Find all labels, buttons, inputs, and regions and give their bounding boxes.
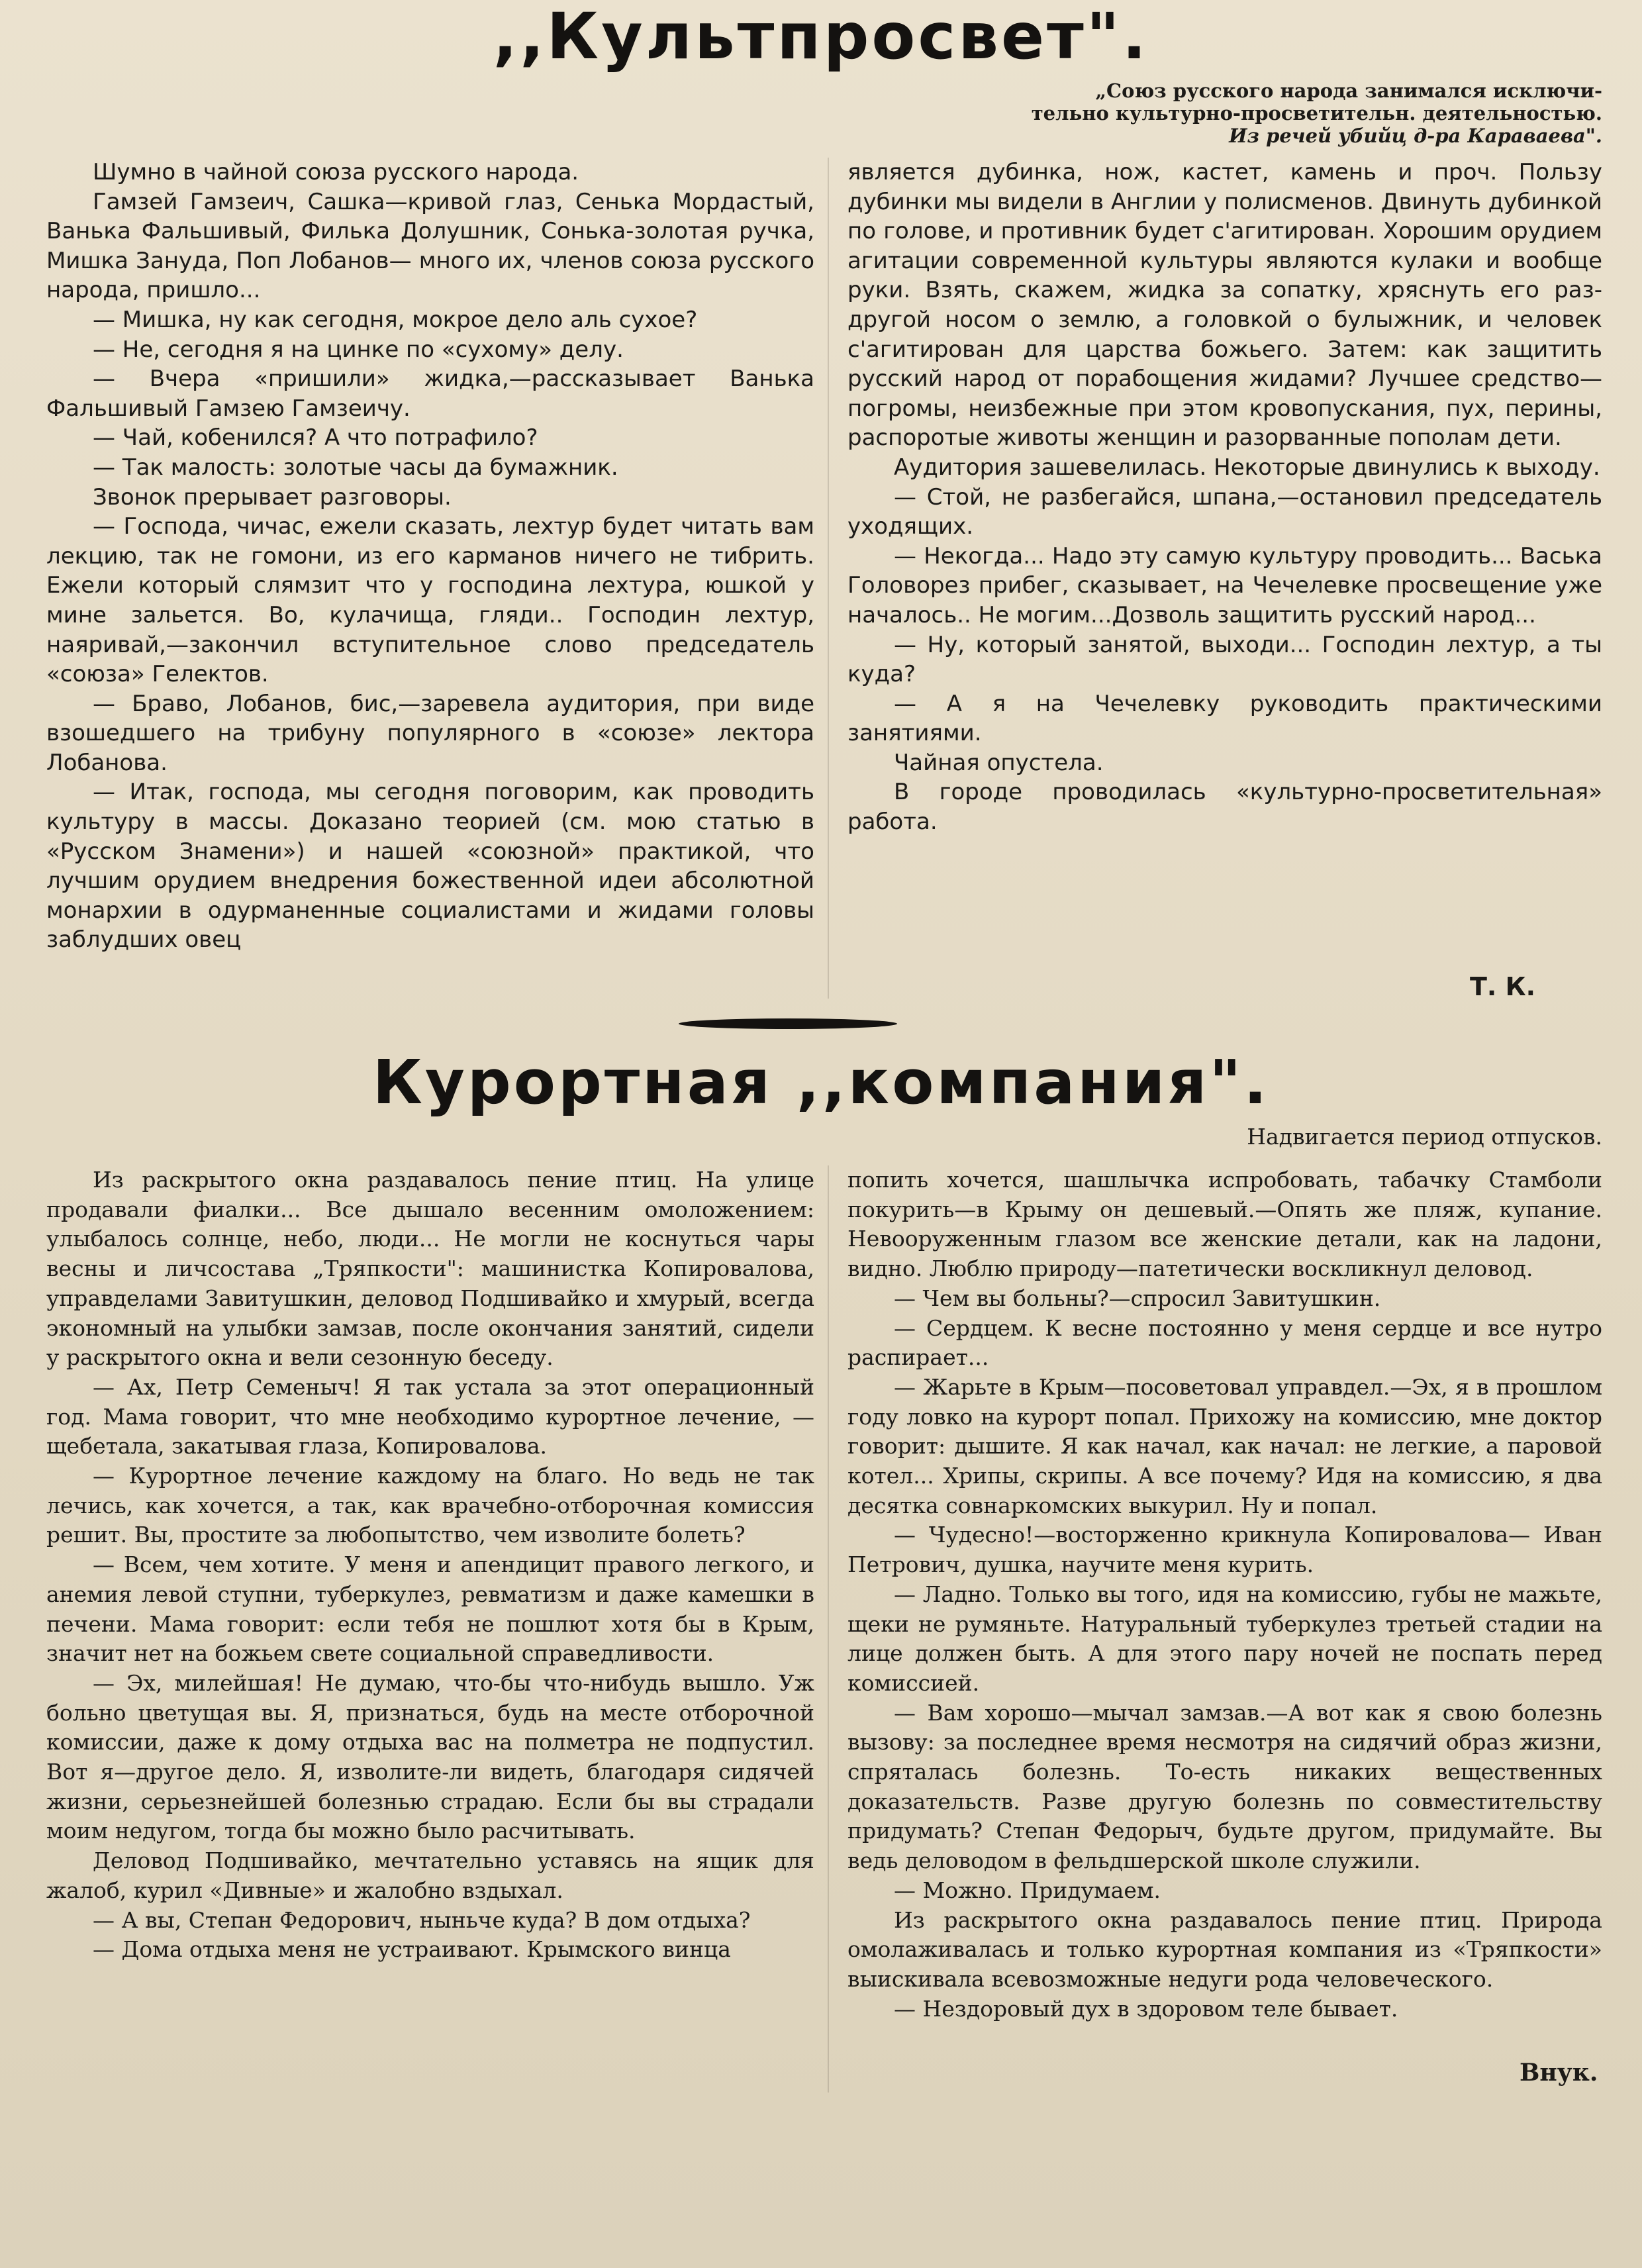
article-title-kurortnaya: Курортная ,,компания". [372, 1047, 1270, 1118]
paragraph: — Не, сегодня я на цинке по «сухому» делу. [93, 336, 624, 363]
paragraph: — Итак, господа, мы сегодня поговорим, как проводить культуру в массы. Доказано теорией (см. мою статью в «Русском Знамени») и нашей «союзной» практикой, что лучшим орудием внедрения божественной идеи абсолютной монархии в одурманенные социалистами и жидами головы заблудших овец [46, 779, 814, 954]
article-title-kultprosvet: ,,Культпросвет". [493, 0, 1149, 74]
epigraph-line: „Союз русского народа занимался исключи- [1095, 79, 1602, 102]
paragraph: — Ну, который занятой, выходи... Господин лехтур, а ты куда? [847, 631, 1602, 688]
section-divider-rule [679, 1018, 897, 1029]
paragraph: — Вам хорошо—мычал замзав.—А вот как я свою болезнь вызову: за последнее время несмотря на сидячий образ жизни, спряталась болезнь. То-есть никаких вещественных доказательств. Разве другую болезнь по совместительству придумать? Степан Федорыч, будьте другом, придумайте. Вы ведь деловодом в фельдшерской школе служили. [847, 1699, 1602, 1874]
epigraph-kurortnaya: Надвигается период отпусков. [1247, 1124, 1602, 1150]
paragraph: — Чем вы больны?—спросил Завитушкин. [894, 1285, 1381, 1311]
article1-right-column [847, 158, 1602, 837]
paragraph: Из раскрытого окна раздавалось пение птиц. На улице продавали фиалки... Все дышало весенним омоложением: улыбалось солнце, небо, люди... Не могли не коснуться чары весны и личсостава „Тряпкости": машинистка Копировалова, управделами Завитушкин, деловод Подшивайко и хмурый, всегда экономный на улыбки замзав, после окончания занятий, сидели у раскрытого окна и вели сезонную беседу. [46, 1167, 814, 1371]
paragraph: попить хочется, шашлычка испробовать, табачку Стамболи покурить—в Крыму он дешевый.—Опять же пляж, купание. Невооруженным глазом все женские детали, как на ладони, видно. Люблю природу—патетически воскликнул деловод. [847, 1167, 1602, 1282]
paragraph: — Всем, чем хотите. У меня и апендицит правого легкого, и анемия левой ступни, туберкулез, ревматизм и даже камешки в печени. Мама говорит: если тебя не пошлют хотя бы в Крым, значит нет на божьем свете социальной справедливости. [46, 1552, 814, 1667]
paragraph: Аудитория зашевелилась. Некоторые двинулись к выходу. [894, 454, 1600, 481]
epigraph-source: Из речей убийц д-ра Караваева". [1229, 124, 1602, 147]
paragraph: — Браво, Лобанов, бис,—заревела аудитория, при виде взошедшего на трибуну популярного в «союзе» лектора Лобанова. [46, 690, 814, 776]
paragraph: — Ах, Петр Семеныч! Я так устала за этот операционный год. Мама говорит, что мне необходимо курортное лечение, —щебетала, закатывая глаза, Копировалова. [46, 1373, 814, 1459]
paragraph: В городе проводилась «культурно-просветительная» работа. [847, 779, 1602, 836]
article2-left-column [46, 1165, 814, 1965]
paragraph: Гамзей Гамзеич, Сашка—кривой глаз, Сенька Мордастый, Ванька Фальшивый, Филька Долушник, Сонька-золотая ручка, Мишка Зануда, Поп Лобанов— много их, членов союза русского народа, пришло... [46, 188, 814, 304]
paragraph: — Стой, не разбегайся, шпана,—остановил председатель уходящих. [847, 483, 1602, 540]
paragraph: — Чай, кобенился? А что потрафило? [93, 424, 538, 452]
paragraph: Звонок прерывает разговоры. [93, 483, 452, 511]
paragraph: Деловод Подшивайко, мечтательно уставясь на ящик для жалоб, курил «Дивные» и жалобно вздыхал. [46, 1848, 814, 1903]
paragraph: — Чудесно!—восторженно крикнула Копировалова— Иван Петрович, душка, научите меня курить. [847, 1522, 1602, 1578]
paragraph: — Дома отдыха меня не устраивают. Крымского винца [93, 1936, 731, 1963]
paragraph: — Жарьте в Крым—посоветовал управдел.—Эх, я в прошлом году ловко на курорт попал. Прихожу на комиссию, мне доктор говорит: дышите. Я как начал, как начал: не легкие, а паровой котел... Хрипы, скрипы. А все почему? Идя на комиссию, я два десятка совнаркомских выкурил. Ну и попал. [847, 1373, 1602, 1518]
signature-vnuk: Внук. [1520, 2059, 1598, 2087]
paragraph: является дубинка, нож, кастет, камень и проч. Пользу дубинки мы видели в Англии у полисменов. Двинуть дубинкой по голове, и противник будет с'агитирован. Хорошим орудием агитации современной культуры являются кулаки и вообще руки. Взять, скажем, жидка за сопатку, хряснуть его раз-другой носом о землю, а головкой о булыжник, и человек с'агитирован для царства божьего. Затем: как защитить русский народ от порабощения жидами? Лучшее средство—погромы, неизбежные при этом кровопускания, пух, перины, распоротые животы женщин и разорванные пополам дети. [847, 159, 1602, 452]
article2-right-column [847, 1165, 1602, 2024]
signature-tk: Т. К. [1470, 972, 1536, 1001]
article1-left-column [46, 158, 814, 955]
paragraph: — Курортное лечение каждому на благо. Но ведь не так лечись, как хочется, а так, как врачебно-отборочная комиссия решит. Вы, простите за любопытство, чем изволите болеть? [46, 1463, 814, 1548]
paragraph: — Господа, чичас, ежели сказать, лехтур будет читать вам лекцию, так не гомони, из его карманов ничего не тибрить. Ежели который слямзит что у господина лехтура, юшкой у мине зальется. Во, кулачища, гляди.. Господин лехтур, наяривай,—закончил вступительное слово председатель «союза» Гелектов. [46, 513, 814, 688]
paragraph: — Мишка, ну как сегодня, мокрое дело аль сухое? [93, 306, 698, 333]
paragraph: — Некогда... Надо эту самую культуру проводить... Васька Головорез прибег, сказывает, на Чечелевке просвещение уже началось.. Не могим...Дозволь защитить русский народ... [847, 542, 1602, 628]
paragraph: — Ладно. Только вы того, идя на комиссию, губы не мажьте, щеки не румяньте. Натуральный туберкулез третьей стадии на лице должен быть. А для этого пару ночей не поспать перед комиссией. [847, 1581, 1602, 1696]
paragraph: Из раскрытого окна раздавалось пение птиц. Природа омолаживалась и только курортная компания из «Тряпкости» выискивала всевозможные недуги рода человеческого. [847, 1906, 1602, 1992]
paragraph: — Так малость: золотые часы да бумажник. [93, 454, 618, 481]
epigraph-kultprosvet [980, 79, 1602, 147]
paragraph: — А я на Чечелевку руководить практическими занятиями. [847, 690, 1602, 747]
paragraph: — Нездоровый дух в здоровом теле бывает. [894, 1995, 1398, 2022]
paragraph: — А вы, Степан Федорович, ныньче куда? В дом отдыха? [93, 1906, 751, 1933]
paragraph: — Можно. Придумаем. [894, 1877, 1161, 1903]
paragraph: — Вчера «пришили» жидка,—рассказывает Ванька Фальшивый Гамзею Гамзеичу. [46, 366, 814, 422]
paragraph: Чайная опустела. [894, 749, 1104, 776]
paragraph: — Сердцем. К весне постоянно у меня сердце и все нутро распирает... [847, 1314, 1602, 1371]
epigraph-line: тельно культурно-просветительн. деятельностью. [1031, 102, 1602, 124]
column-divider [828, 158, 829, 999]
column-divider [828, 1165, 829, 2093]
paragraph: — Эх, милейшая! Не думаю, что-бы что-нибудь вышло. Уж больно цветущая вы. Я, признаться, будь на месте отборочной комиссии, даже к дому отдыха вас на полметра не подпустил. Вот я—другое дело. Я, изволите-ли видеть, благодаря сидячей жизни, серьезнейшей болезнью страдаю. Если бы вы страдали моим недугом, тогда бы можно было расчитывать. [46, 1669, 814, 1844]
paragraph: Шумно в чайной союза русского народа. [93, 159, 579, 185]
